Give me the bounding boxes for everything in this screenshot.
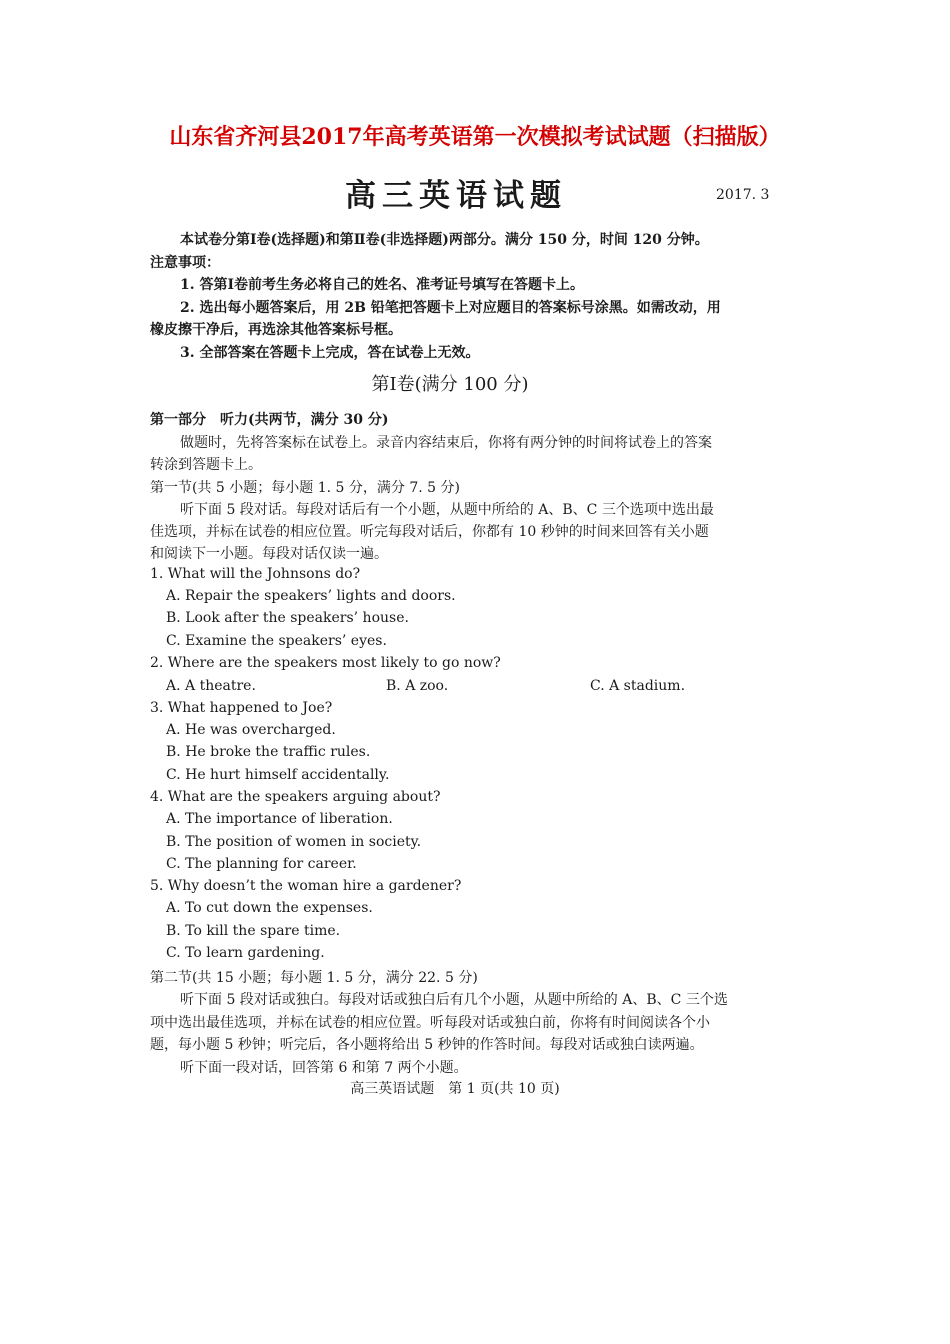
question-4-option-b: B. The position of women in society.	[166, 834, 422, 850]
question-3-option-b: B. He broke the traffic rules.	[166, 744, 371, 760]
question-4: 4. What are the speakers arguing about?	[150, 789, 441, 805]
question-2-option-a: A. A theatre.	[166, 678, 256, 694]
document-title: 山东省齐河县2017年高考英语第一次模拟考试试题（扫描版）	[169, 124, 781, 150]
exam-intro: 本试卷分第Ⅰ卷(选择题)和第Ⅱ卷(非选择题)两部分。满分 150 分，时间 120 分钟。	[180, 232, 709, 248]
question-4-option-a: A. The importance of liberation.	[166, 811, 393, 827]
subsection-2-desc-line-2: 项中选出最佳选项，并标在试卷的相应位置。听每段对话或独白前，你将有时间阅读各个小	[150, 1015, 710, 1031]
question-1-option-c: C. Examine the speakers’ eyes.	[166, 633, 387, 649]
question-3: 3. What happened to Joe?	[150, 700, 333, 716]
question-3-option-a: A. He was overcharged.	[166, 722, 336, 738]
subsection-2-desc-line-3: 题，每小题 5 秒钟；听完后，各小题将给出 5 秒钟的作答时间。每段对话或独白读两遍。	[150, 1037, 704, 1053]
question-1: 1. What will the Johnsons do?	[150, 566, 361, 582]
part-1-desc-line-2: 转涂到答题卡上。	[150, 457, 262, 473]
question-5: 5. Why doesn’t the woman hire a gardener?	[150, 878, 462, 894]
subsection-2-heading: 第二节(共 15 小题；每小题 1. 5 分，满分 22. 5 分)	[150, 970, 478, 986]
notes-heading: 注意事项：	[150, 255, 220, 271]
question-5-option-b: B. To kill the spare time.	[166, 923, 341, 939]
question-1-option-b: B. Look after the speakers’ house.	[166, 610, 409, 626]
part-1-desc-line-1: 做题时，先将答案标在试卷上。录音内容结束后，你将有两分钟的时间将试卷上的答案	[180, 435, 712, 451]
subsection-1-desc-line-3: 和阅读下一小题。每段对话仅读一遍。	[150, 546, 388, 562]
subsection-1-desc-line-2: 佳选项，并标在试卷的相应位置。听完每段对话后，你都有 10 秒钟的时间来回答有关小题	[150, 524, 709, 540]
question-2: 2. Where are the speakers most likely to go now?	[150, 655, 501, 671]
note-item-2-line-1: 2. 选出每小题答案后，用 2B 铅笔把答题卡上对应题目的答案标号涂黑。如需改动，用	[180, 300, 721, 316]
note-item-3: 3. 全部答案在答题卡上完成，答在试卷上无效。	[180, 345, 480, 361]
question-5-option-c: C. To learn gardening.	[166, 945, 325, 961]
subsection-2-desc-line-4: 听下面一段对话，回答第 6 和第 7 两个小题。	[180, 1060, 468, 1076]
subsection-1-desc-line-1: 听下面 5 段对话。每段对话后有一个小题，从题中所给的 A、B、C 三个选项中选出最	[180, 502, 714, 518]
question-4-option-c: C. The planning for career.	[166, 856, 357, 872]
question-2-option-b: B. A zoo.	[386, 678, 449, 694]
question-3-option-c: C. He hurt himself accidentally.	[166, 767, 390, 783]
question-5-option-a: A. To cut down the expenses.	[166, 900, 373, 916]
question-2-option-c: C. A stadium.	[590, 678, 686, 694]
question-1-option-a: A. Repair the speakers’ lights and doors.	[166, 588, 456, 604]
subsection-2-desc-line-1: 听下面 5 段对话或独白。每段对话或独白后有几个小题，从题中所给的 A、B、C 三个选	[180, 992, 728, 1008]
note-item-2-line-2: 橡皮擦干净后，再选涂其他答案标号框。	[150, 322, 402, 338]
note-item-1: 1. 答第Ⅰ卷前考生务必将自己的姓名、准考证号填写在答题卡上。	[180, 277, 585, 293]
exam-title: 高三英语试题	[345, 178, 567, 214]
section-1-title: 第Ⅰ卷(满分 100 分)	[371, 374, 529, 395]
exam-date: 2017. 3	[716, 187, 770, 203]
subsection-1-heading: 第一节(共 5 小题；每小题 1. 5 分，满分 7. 5 分)	[150, 480, 460, 496]
page-footer: 高三英语试题 第 1 页(共 10 页)	[350, 1081, 560, 1097]
part-1-heading: 第一部分 听力(共两节，满分 30 分)	[150, 412, 389, 428]
